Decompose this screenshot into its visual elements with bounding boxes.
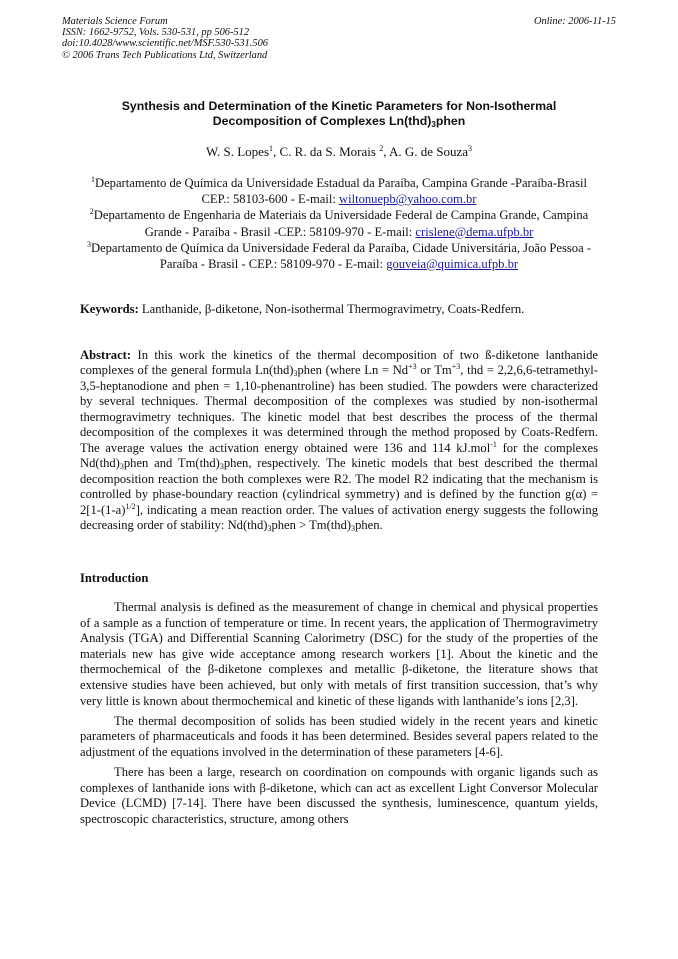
affiliation-2-number: 2	[89, 207, 94, 217]
abstract-sub: 3	[267, 523, 272, 533]
abstract-sup: 1/2	[125, 501, 136, 511]
affiliation-2	[80, 207, 598, 239]
abstract-sup: +3	[451, 362, 461, 372]
author-list	[62, 144, 616, 160]
introduction-heading: Introduction	[80, 571, 149, 585]
abstract-sup: -1	[490, 439, 497, 449]
online-date: Online: 2006-11-15	[533, 16, 616, 27]
keywords-label: Keywords:	[80, 302, 139, 316]
title-subscript: 3	[431, 120, 436, 129]
journal-header	[62, 16, 616, 61]
author-3: , A. G. de Souza	[383, 144, 469, 159]
abstract-sub: 3	[293, 369, 298, 379]
email-link-1[interactable]: wiltonuepb@yahoo.com.br	[338, 192, 477, 207]
title-text-end: phen	[435, 114, 466, 128]
affiliation-3-text: Departamento de Química da Universidade Federal da Paraíba, Cidade Universitária, João Pessoa - Paraíba - Brasil - CEP.: 58109-970 - E-mail:	[90, 240, 592, 272]
affiliation-3	[80, 240, 598, 272]
author-3-affil: 3	[468, 144, 473, 153]
author-2: , C. R. da S. Morais	[273, 144, 380, 159]
abstract-text: ], indicating a mean reaction order. The values of activation energy suggests the following decreasing order of stability: Nd(thd)	[80, 502, 598, 532]
abstract-text: , thd = 2,2,6,6-tetramethyl-3,5-heptanodione and phen = 1,10-phenantroline) has been studied. The powders were characterized by several techniques. Thermal decomposition of the complexes was studied by non-isothermal thermogravimetry techniques. The kinetic model that best describes the process of the thermal decomposition of the complexes it was determined through the method proposed by Coats-Redfern. The average values the activation energy obtained were 136 and 114 kJ.mol	[80, 363, 598, 455]
abstract-text: phen > Tm(thd)	[271, 517, 352, 532]
title-line-1: Synthesis and Determination of the Kinetic Parameters for Non-Isothermal	[121, 99, 557, 113]
issn-line: ISSN: 1662-9752, Vols. 530-531, pp 506-512	[62, 27, 250, 39]
paragraph: There has been a large, research on coordination on compounds with organic ligands such as complexes of lanthanide ions with β-diketone, which can act as excellent Light Conversor Molecular Device (LCMD) [7-14]. There have been discussed the synthesis, luminescence, quantum yields, spectroscopic characteristics, structure, among others	[80, 764, 598, 826]
author-1: W. S. Lopes	[205, 144, 270, 159]
keywords-text: Lanthanide, β-diketone, Non-isothermal Thermogravimetry, Coats-Redfern.	[138, 302, 525, 316]
abstract-text: phen (where Ln = Nd	[297, 363, 409, 378]
affiliations	[80, 175, 598, 272]
abstract-sub: 3	[351, 523, 356, 533]
paragraph: The thermal decomposition of solids has been studied widely in the recent years and kinetic parameters of pharmaceuticals and foods it has been determined. Besides several papers related to the adjustment of the equations involved in the determination of these parameters [4-6].	[80, 713, 598, 759]
affiliation-1	[80, 175, 598, 207]
abstract-text: phen.	[355, 517, 383, 532]
title-text: Decomposition of Complexes Ln(thd)	[212, 114, 432, 128]
paragraph: Thermal analysis is defined as the measurement of change in chemical and physical properties of a sample as a function of temperature or time. In recent years, the application of Thermogravimetry Analysis (TGA) and Differential Scanning Calorimetry (DSC) for the study of the properties of the materials new has give wide acceptance among research workers [1]. About the kinetic and the thermochemical of the β-diketone complexes and metallic β-diketone, the literature shows that extensive studies have been achieved, but only with metals of first transition succession, that’s why very little is known about thermochemical and kinetic of these ligands with lanthanide’s ions [2,3].	[80, 600, 598, 708]
email-link-2[interactable]: crislene@dema.ufpb.br	[415, 224, 534, 239]
affiliation-1-number: 1	[90, 175, 95, 184]
abstract-text: In this work the kinetics of the thermal decomposition of two ß-diketone lanthanide complexes of the general formula Ln(thd)	[80, 348, 598, 378]
abstract-text: phen, respectively. The kinetic models that best described the thermal decomposition reaction the both complexes were R2. The model R2 indicating that the mechanism is controlled by phase-boundary reaction (cylindrical symmetry) and is defined by the function g(α) = 2[1-(1-a)	[80, 456, 598, 517]
introduction-body	[80, 600, 598, 832]
abstract-text: or Tm	[416, 363, 452, 378]
abstract-sup: +3	[408, 362, 417, 372]
abstract	[80, 348, 598, 533]
paper-title	[62, 99, 616, 129]
email-link-3[interactable]: gouveia@quimica.ufpb.br	[386, 257, 519, 272]
abstract-text: for the complexes Nd(thd)	[80, 440, 598, 471]
affiliation-2-text: Departamento de Engenharia de Materiais da Universidade Federal de Campina Grande, Campina Grande - Paraíba - Brasil -CEP.: 58109-970 - E-mail:	[93, 208, 589, 239]
abstract-label: Abstract:	[80, 348, 132, 362]
abstract-text: phen and Tm(thd)	[123, 456, 220, 471]
doi-line[interactable]: doi:10.4028/www.scientific.net/MSF.530-531.506	[62, 38, 268, 50]
title-line-2	[62, 114, 616, 129]
author-2-affil: 2	[379, 144, 384, 153]
affiliation-3-number: 3	[86, 239, 91, 249]
affiliation-1-text: Departamento de Química da Universidade Estadual da Paraíba, Campina Grande -Paraíba-Brasil CEP.: 58103-600 - E-mail:	[94, 176, 588, 207]
copyright-line: © 2006 Trans Tech Publications Ltd, Switzerland	[62, 49, 268, 61]
abstract-sub: 3	[119, 462, 124, 472]
author-1-affil: 1	[269, 144, 274, 153]
abstract-sub: 3	[219, 462, 224, 472]
journal-name: Materials Science Forum	[62, 16, 168, 27]
keywords	[80, 301, 598, 317]
